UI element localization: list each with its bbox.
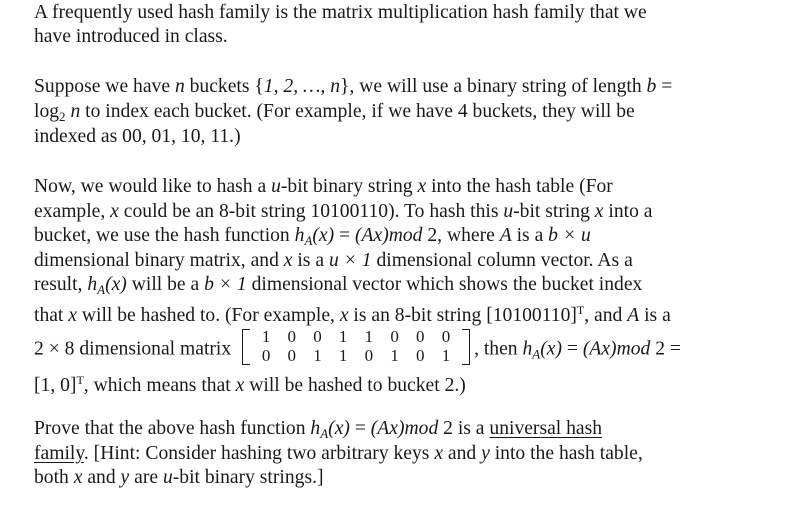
matrix-cell: 0 [261,346,271,365]
matrix-cell: 0 [390,327,399,346]
matrix-row-2 [254,347,458,365]
example-matrix [240,327,472,367]
matrix-cell: 0 [416,346,425,365]
matrix-cell: 1 [364,327,374,346]
para3-line1: Now, we would like to hash a u-bit binary string x into the hash table (For [34,176,613,197]
universal-hash-link[interactable]: universal hash [489,418,603,439]
matrix-cell: 0 [287,346,297,365]
para1-line1: A frequently used hash family is the matrix multiplication hash family that we [34,2,647,23]
para1-line2: have introduced in class. [34,26,228,47]
matrix-cell: 0 [313,327,322,346]
para4-line3: both x and y are u-bit binary strings.] [34,467,324,488]
para3-line4: dimensional binary matrix, and x is a u × 1 dimensional column vector. As a [34,250,633,271]
matrix-cell: 0 [416,327,425,346]
family-link[interactable]: family [34,443,84,464]
para3-line6: that x will be hashed to. (For example, x is an 8-bit string $[10100110]^T$, and A is a [34,303,671,326]
matrix-cell: 1 [441,346,451,365]
para2-line1: Suppose we have n buckets {1, 2, …, n}, we will use a binary string of length b = [34,76,673,97]
matrix-cell: 1 [338,346,348,365]
para2-line3: indexed as 00, 01, 10, 11.) [34,126,241,147]
matrix-cell: 0 [441,327,451,346]
matrix-left-bracket [242,329,250,365]
matrix-cell: 1 [313,346,322,365]
para3-line7: 2 × 8 dimensional matrix 1 0 0 1 1 0 0 0 0 0 1 1 0 1 0 1 , then $h_A(x) = (Ax)mod$ 2 = [34,327,681,365]
matrix-row-1 [254,328,458,346]
para3-line3: bucket, we use the hash function $h_A(x) = (Ax)mod$ 2, where A is a b × u [34,225,591,248]
matrix-cell: 0 [364,346,374,365]
matrix-right-bracket [462,329,470,365]
matrix-cell: 1 [390,346,399,365]
para3-line5: result, $h_A(x)$ will be a b × 1 dimensional vector which shows the bucket index [34,274,643,297]
para2-line2: $\log_2 n$ to index each bucket. (For example, if we have 4 buckets, they will be [34,101,635,124]
para4-line2: family. [Hint: Consider hashing two arbitrary keys x and y into the hash table, [34,443,643,464]
matrix-cell: 1 [338,327,348,346]
para4-line1: Prove that the above hash function $h_A(x) = (Ax)mod$ 2 is a universal hash [34,418,603,441]
para3-line8: [1, 0]$^T$, which means that x will be hashed to bucket 2.) [34,373,466,396]
para3-line2: example, x could be an 8-bit string 10100110). To hash this u-bit string x into a [34,201,653,222]
matrix-cell: 0 [287,327,297,346]
matrix-cell: 1 [261,327,271,346]
